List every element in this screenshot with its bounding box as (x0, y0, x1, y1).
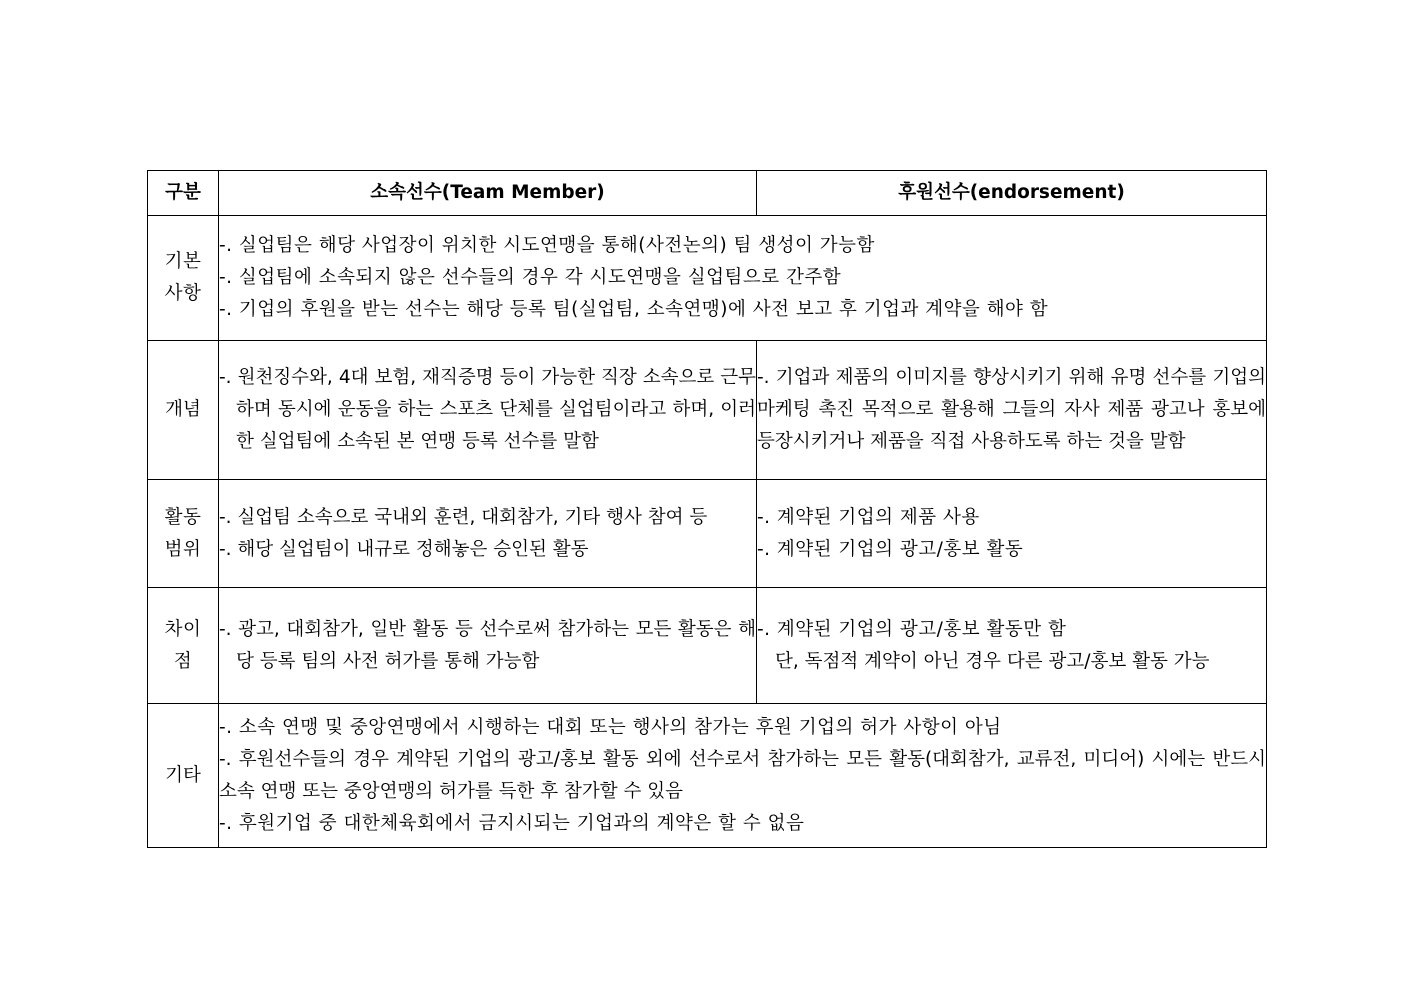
basic-content (219, 216, 1267, 341)
etc-item: -. 후원기업 중 대한체육회에서 금지시되는 기업과의 계약은 할 수 없음 (219, 812, 805, 834)
header-team-member: 소속선수(Team Member) (219, 171, 757, 216)
scope-team-member: -. 실업팀 소속으로 국내외 훈련, 대회참가, 기타 행사 참여 등 -. 해당 실업팀이 내규로 정해놓은 승인된 활동 (219, 480, 757, 588)
header-endorsement: 후원선수(endorsement) (757, 171, 1267, 216)
comparison-table (147, 170, 1267, 848)
concept-endorsement: -. 기업과 제품의 이미지를 향상시키기 위해 유명 선수를 기업의 마케팅 촉진 목적으로 활용해 그들의 자사 제품 광고나 홍보에 등장시키거나 제품을 직접 사용하도록 하는 것을 말함 (757, 341, 1267, 480)
row-label-difference: 차이 점 (148, 588, 219, 704)
row-label-scope: 활동 범위 (148, 480, 219, 588)
header-category: 구분 (148, 171, 219, 216)
basic-item: -. 실업팀은 해당 사업장이 위치한 시도연맹을 통해(사전논의) 팀 생성이 가능함 (219, 235, 875, 256)
row-label-etc: 기타 (148, 704, 219, 848)
difference-endorsement: -. 계약된 기업의 광고/홍보 활동만 함 단, 독점적 계약이 아닌 경우 다른 광고/홍보 활동 가능 (757, 588, 1267, 704)
basic-item: -. 실업팀에 소속되지 않은 선수들의 경우 각 시도연맹을 실업팀으로 간주함 (219, 267, 842, 288)
difference-team-member: -. 광고, 대회참가, 일반 활동 등 선수로써 참가하는 모든 활동은 해당 등록 팀의 사전 허가를 통해 가능함 (219, 588, 757, 704)
row-basic (148, 216, 1267, 341)
etc-item: -. 후원선수들의 경우 계약된 기업의 광고/홍보 활동 외에 선수로서 참가하는 모든 활동(대회참가, 교류전, 미디어) 시에는 반드시 소속 연맹 또는 중앙연맹의 허가를 득한 후 참가할 수 있음 (219, 748, 1266, 802)
row-label-basic: 기본 사항 (148, 216, 219, 341)
row-etc (148, 704, 1267, 848)
concept-team-member: -. 원천징수와, 4대 보험, 재직증명 등이 가능한 직장 소속으로 근무하며 동시에 운동을 하는 스포츠 단체를 실업팀이라고 하며, 이러한 실업팀에 소속된 본 연맹 등록 선수를 말함 (219, 341, 757, 480)
row-label-concept: 개념 (148, 341, 219, 480)
basic-item: -. 기업의 후원을 받는 선수는 해당 등록 팀(실업팀, 소속연맹)에 사전 보고 후 기업과 계약을 해야 함 (219, 299, 1049, 320)
row-difference (148, 588, 1267, 704)
row-concept (148, 341, 1267, 480)
header-row (148, 171, 1267, 216)
scope-endorsement: -. 계약된 기업의 제품 사용 -. 계약된 기업의 광고/홍보 활동 (757, 480, 1267, 588)
row-scope (148, 480, 1267, 588)
etc-content (219, 704, 1267, 848)
etc-item: -. 소속 연맹 및 중앙연맹에서 시행하는 대회 또는 행사의 참가는 후원 기업의 허가 사항이 아님 (219, 716, 1002, 738)
